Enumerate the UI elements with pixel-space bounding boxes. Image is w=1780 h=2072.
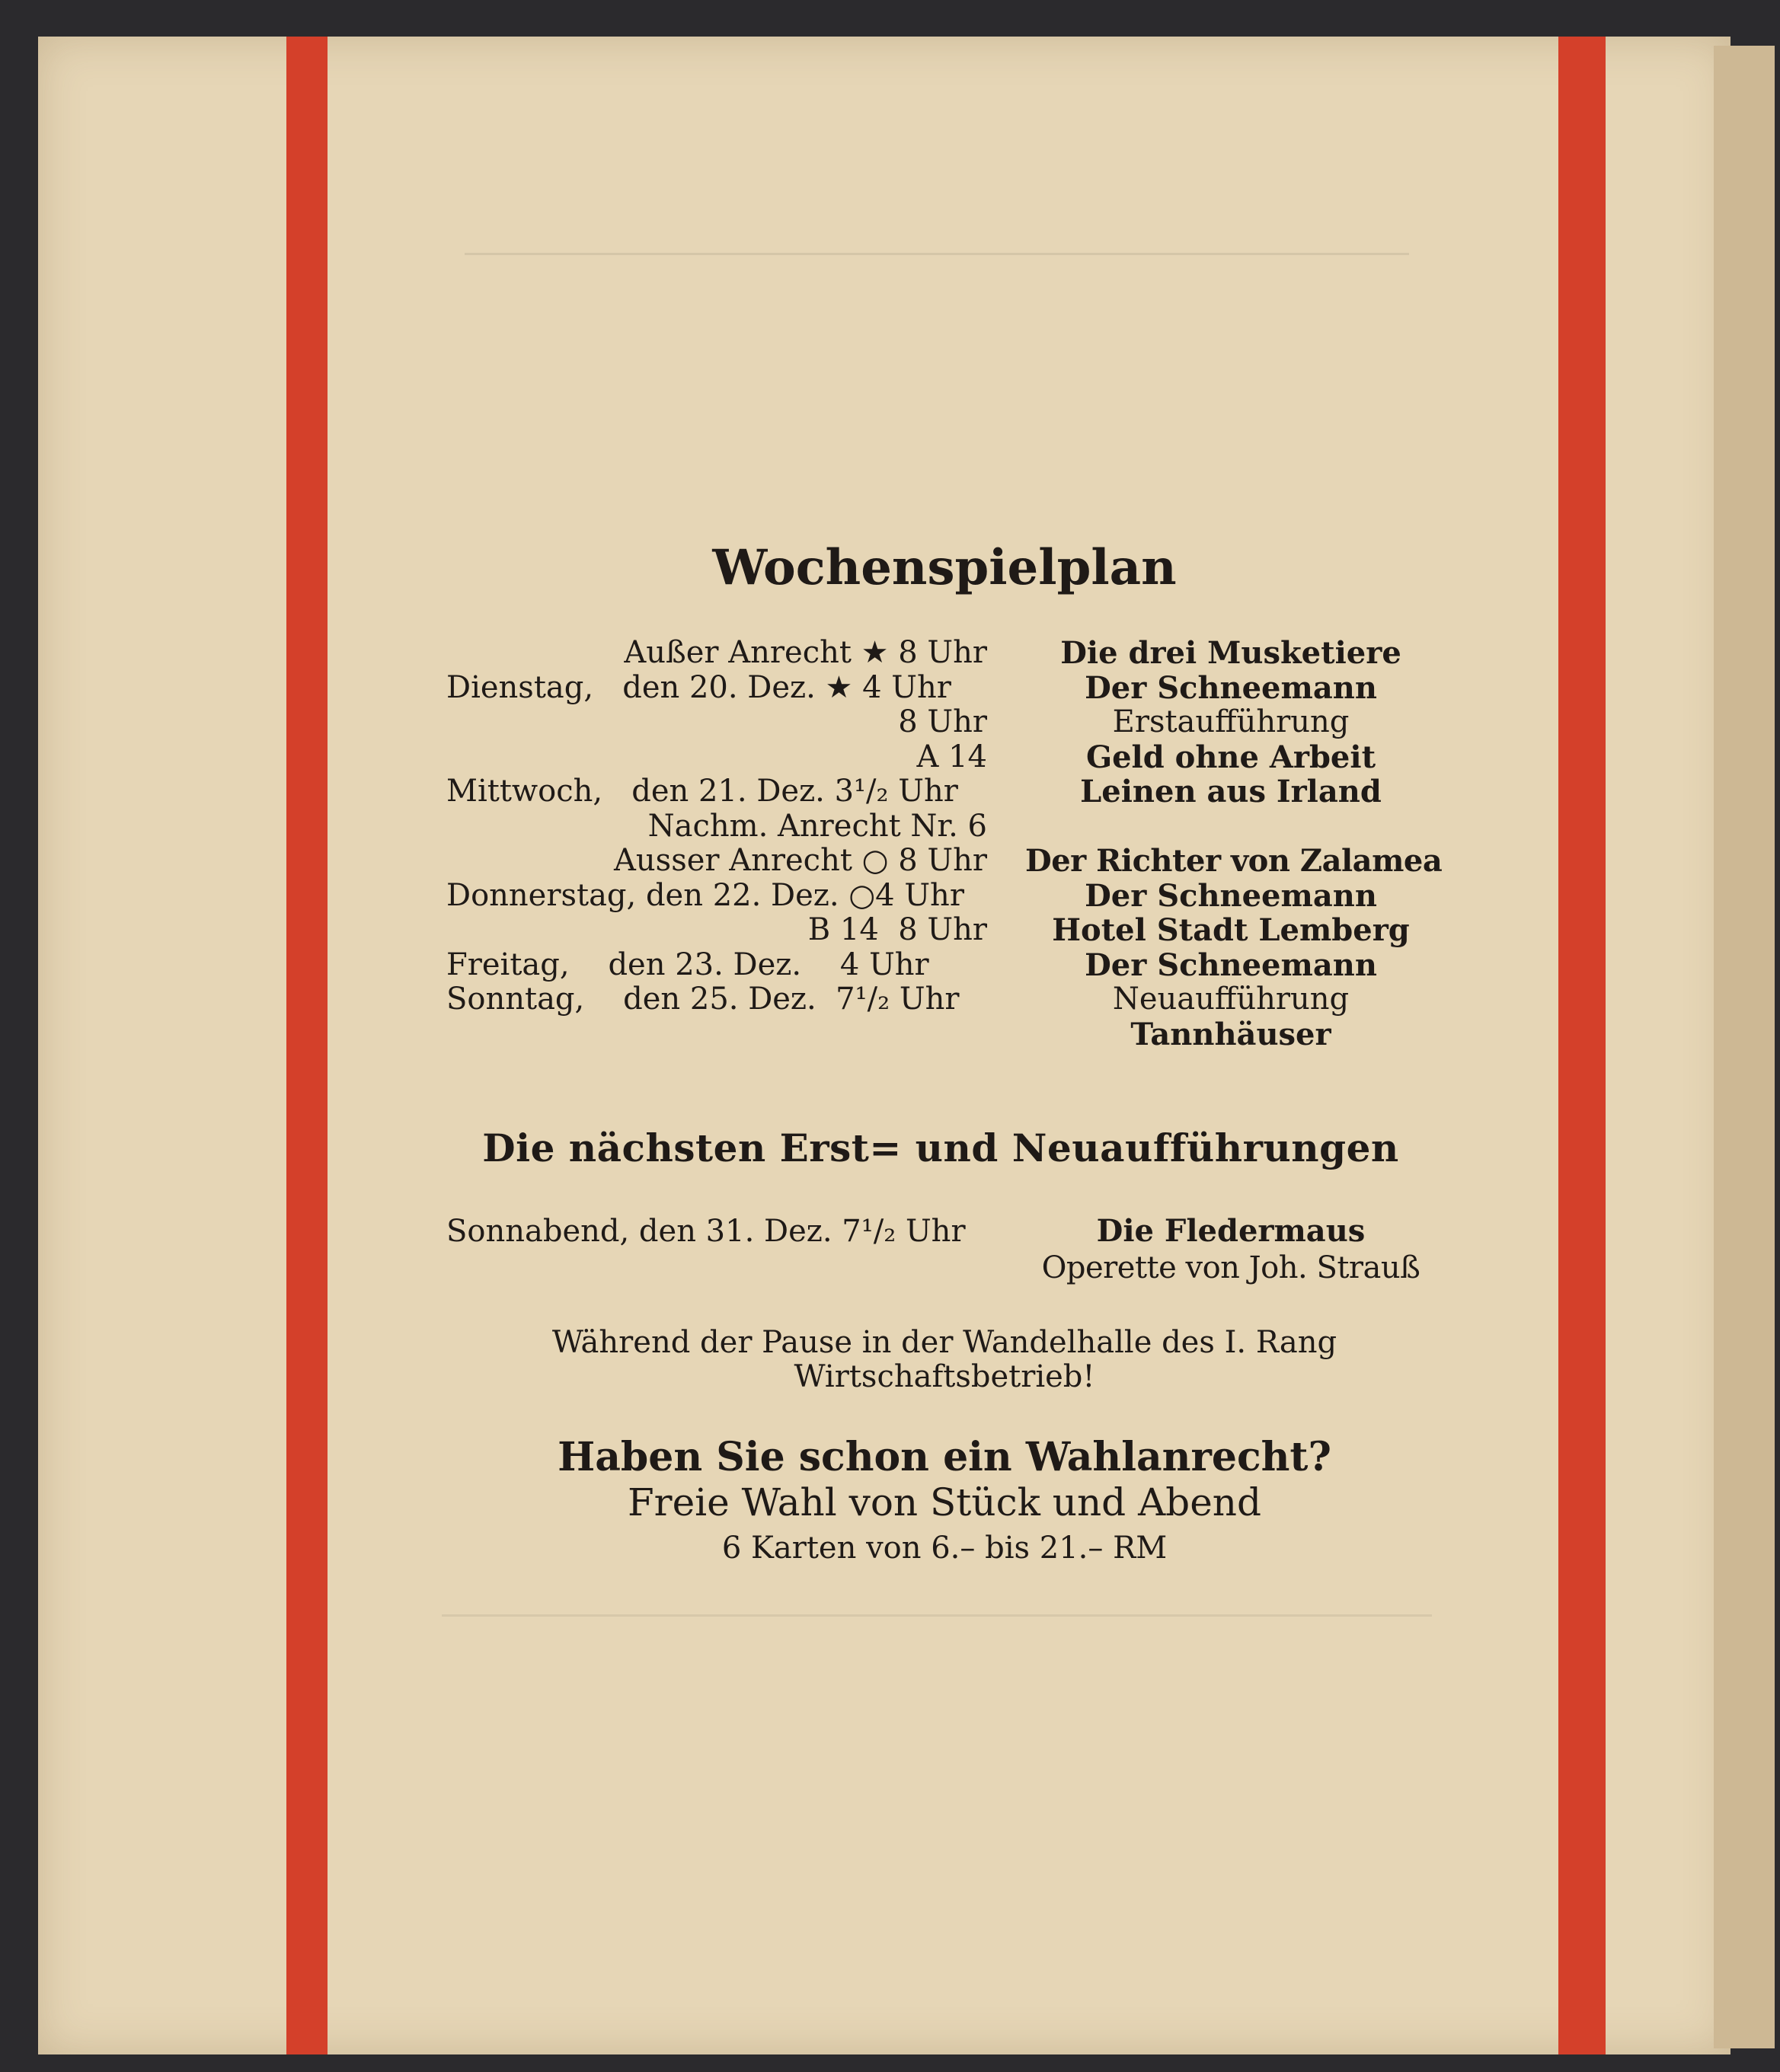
schedule-row bbox=[446, 982, 1436, 1017]
upcoming-premieres bbox=[446, 1214, 1436, 1287]
schedule-row bbox=[446, 740, 1436, 775]
schedule-row-play: Neuaufführung bbox=[1112, 982, 1350, 1017]
show-through-rule bbox=[465, 253, 1409, 255]
schedule-row bbox=[446, 671, 1436, 706]
premiere-row bbox=[446, 1250, 1436, 1287]
intermission-notice bbox=[472, 1326, 1417, 1394]
schedule-row bbox=[446, 879, 1436, 914]
schedule-row bbox=[446, 843, 1443, 879]
premiere-row-play: Die Fledermaus bbox=[1096, 1213, 1366, 1249]
schedule-row-play: Der Schneemann bbox=[1085, 947, 1377, 983]
schedule-row bbox=[446, 809, 1436, 844]
schedule-row-time: Sonntag, den 25. Dez. 7¹/₂ Uhr bbox=[446, 982, 960, 1017]
schedule-row-time: Ausser Anrecht ○ 8 Uhr bbox=[614, 843, 987, 878]
notice-line-2: Wirtschaftsbetrieb! bbox=[794, 1359, 1095, 1394]
schedule-row-play: Die drei Musketiere bbox=[1060, 635, 1401, 671]
next-page-edge bbox=[1714, 46, 1775, 2048]
page-title: Wochenspielplan bbox=[712, 539, 1177, 596]
schedule-row-play: Hotel Stadt Lemberg bbox=[1052, 912, 1410, 948]
schedule-row-time: Donnerstag, den 22. Dez. ○4 Uhr bbox=[446, 877, 964, 913]
red-border-left bbox=[286, 37, 328, 2054]
schedule-row-play: Geld ohne Arbeit bbox=[1085, 739, 1376, 775]
schedule-row-time: B 14 8 Uhr bbox=[807, 912, 987, 947]
schedule-row-time: Mittwoch, den 21. Dez. 3¹/₂ Uhr bbox=[446, 774, 958, 809]
notice-line-1: Während der Pause in der Wandelhalle des I. Rang bbox=[551, 1325, 1337, 1360]
weekly-schedule bbox=[446, 635, 1443, 1052]
schedule-row-time: Nachm. Anrecht Nr. 6 bbox=[647, 808, 987, 844]
promo-subline: Freie Wahl von Stück und Abend bbox=[627, 1480, 1261, 1524]
schedule-row-play: Der Richter von Zalamea bbox=[1025, 843, 1443, 879]
schedule-row-play: Leinen aus Irland bbox=[1080, 774, 1382, 809]
premiere-row-time: Sonnabend, den 31. Dez. 7¹/₂ Uhr bbox=[446, 1214, 966, 1249]
premiere-row-play: Operette von Joh. Strauß bbox=[1041, 1250, 1420, 1285]
schedule-row-time: A 14 bbox=[916, 739, 987, 774]
schedule-row-play: Der Schneemann bbox=[1085, 877, 1377, 914]
schedule-row-time: 8 Uhr bbox=[898, 704, 987, 739]
schedule-row-play: Der Schneemann bbox=[1085, 669, 1377, 706]
show-through-footer-rule bbox=[442, 1614, 1432, 1617]
red-border-right bbox=[1558, 37, 1606, 2054]
promo-price: 6 Karten von 6.– bis 21.– RM bbox=[721, 1531, 1168, 1566]
show-through-subtitle bbox=[465, 208, 1409, 233]
schedule-row-play: Erstaufführung bbox=[1112, 704, 1350, 739]
schedule-row bbox=[446, 774, 1436, 809]
premiere-row bbox=[446, 1214, 1436, 1250]
schedule-row bbox=[446, 636, 1436, 671]
promo-headline: Haben Sie schon ein Wahlanrecht? bbox=[558, 1434, 1331, 1480]
schedule-row-time: Dienstag, den 20. Dez. ★ 4 Uhr bbox=[446, 669, 951, 705]
schedule-row-play: Tannhäuser bbox=[1130, 1016, 1331, 1052]
schedule-row bbox=[446, 705, 1436, 740]
schedule-row bbox=[446, 913, 1436, 948]
schedule-row-time: Freitag, den 23. Dez. 4 Uhr bbox=[446, 947, 929, 982]
section-title: Die nächsten Erst= und Neuaufführungen bbox=[482, 1125, 1399, 1170]
show-through-header bbox=[465, 122, 1409, 255]
show-through-title bbox=[465, 122, 1409, 203]
schedule-row bbox=[446, 948, 1436, 983]
schedule-row-time: Außer Anrecht ★ 8 Uhr bbox=[624, 635, 987, 670]
schedule-row bbox=[446, 1017, 1436, 1052]
